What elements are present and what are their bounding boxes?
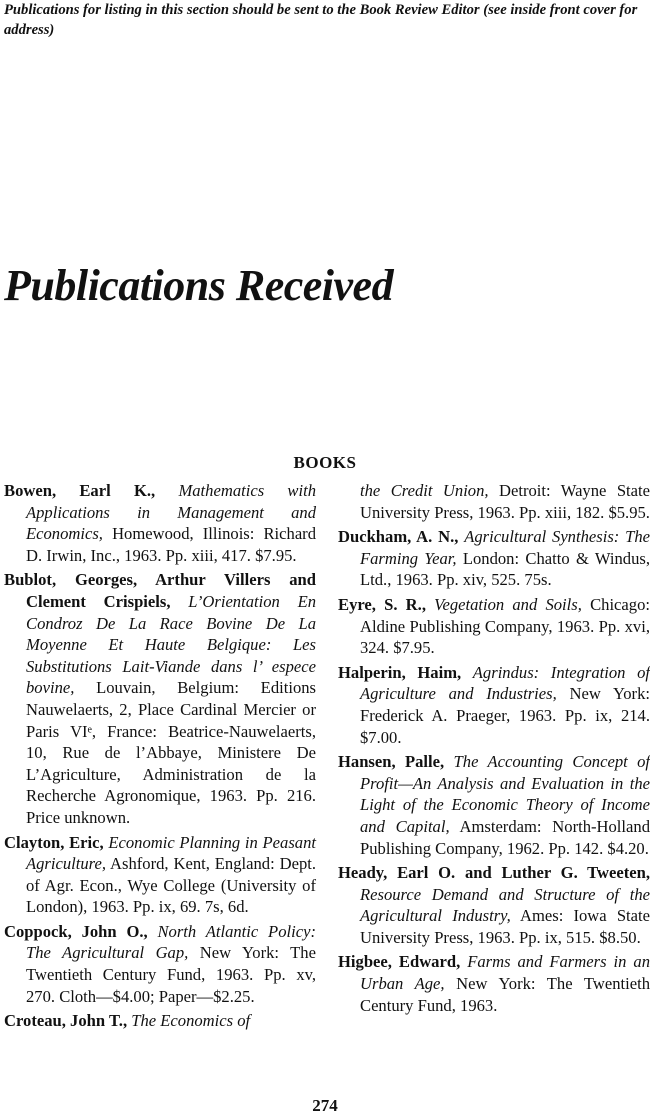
entry-details: London: Chatto & Windus, Ltd., 1963. Pp. xiv, 525. 75s.: [360, 548, 650, 590]
entry-details: Homewood, Illinois: Richard D. Irwin, Inc., 1963. Pp. xiii, 417. $7.95.: [26, 524, 317, 565]
left-column: [4, 480, 316, 1035]
entry-coppock: [4, 921, 316, 1007]
submission-note: Publications for listing in this section should be sent to the Book Review Editor (see inside front cover for address): [4, 2, 638, 38]
entry-title: The Accounting Concept of Profit—An Analysis and Evaluation in the Light of the Economic Theory of Income and Capital,: [360, 752, 650, 836]
entry-author: Duckham, A. N.,: [338, 527, 459, 547]
entry-title: Farms and Farmers in an Urban Age,: [360, 952, 650, 994]
entry-details: Ames: Iowa State University Press, 1963. Pp. ix, 515. $8.50.: [360, 906, 650, 947]
entry-eyre: [338, 594, 650, 659]
entry-title: Agrindus: Integration of Agriculture and Industries,: [360, 662, 650, 704]
entry-duckham: [338, 526, 650, 591]
entry-details: New York: Frederick A. Praeger, 1963. Pp. ix, 214. $7.00.: [360, 684, 650, 747]
entry-author: Coppock, John O.,: [4, 921, 148, 941]
page-number: 274: [312, 1096, 338, 1115]
entry-author: Bublot, Georges, Arthur Villers and Clement Crispiels,: [4, 570, 316, 611]
entry-croteau: [4, 1010, 316, 1032]
right-column: [338, 480, 650, 1019]
entry-title: the Credit Union,: [360, 481, 489, 500]
entry-details: Louvain, Belgium: Editions Nauwelaerts, 2, Place Cardinal Mercier or Paris VIᵉ, France: Beatrice-Nauwelaerts, 10, Rue de l’Abbaye, Ministere De L’Agriculture, Administration de la Recherche Agronomique, 1963. Pp. 216. Price unknown.: [26, 678, 317, 827]
entry-croteau-continued: [338, 480, 650, 523]
entry-title: North Atlantic Policy: The Agricultural Gap,: [26, 921, 316, 963]
entry-details: Amsterdam: North-Holland Publishing Company, 1962. Pp. 142. $4.20.: [360, 816, 650, 858]
entry-title: Vegetation and Soils,: [434, 594, 582, 614]
entry-author: Clayton, Eric,: [4, 832, 104, 852]
entry-author: Higbee, Edward,: [338, 952, 461, 972]
entry-details: Ashford, Kent, England: Dept. of Agr. Econ., Wye College (University of London), 1963. Pp. ix, 69. 7s, 6d.: [26, 854, 317, 917]
entry-title: L’Orientation En Condroz De La Race Bovine De La Moyenne Et Haute Belgique: Les Substitutions Lait-Viande dans l’ espece bovine,: [26, 591, 317, 698]
entry-heady: [338, 862, 650, 948]
entry-title: Economic Planning in Peasant Agriculture,: [26, 832, 316, 874]
entry-bowen: [4, 480, 316, 566]
entry-halperin: [338, 662, 650, 748]
entry-bublot: [4, 569, 316, 828]
entry-details: New York: The Twentieth Century Fund, 1963.: [360, 974, 650, 1015]
entry-author: Bowen, Earl K.,: [4, 481, 156, 500]
entry-author: Hansen, Palle,: [338, 752, 445, 772]
entry-details: Chicago: Aldine Publishing Company, 1963. Pp. xvi, 324. $7.95.: [360, 594, 650, 658]
entry-title: Mathematics with Applications in Management and Economics,: [26, 481, 317, 544]
entry-title: Resource Demand and Structure of the Agricultural Industry,: [360, 884, 650, 926]
entry-details: Detroit: Wayne State University Press, 1963. Pp. xiii, 182. $5.95.: [360, 481, 650, 522]
entry-details: New York: The Twentieth Century Fund, 1963. Pp. xv, 270. Cloth—$4.00; Paper—$2.25.: [26, 943, 316, 1006]
entry-author: Eyre, S. R.,: [338, 594, 426, 614]
entry-author: Croteau, John T.,: [4, 1011, 128, 1031]
section-heading: BOOKS: [293, 453, 357, 472]
entry-hansen: [338, 751, 650, 859]
entry-author: Halperin, Haim,: [338, 662, 462, 682]
entry-title: The Economics of: [131, 1011, 251, 1031]
page-title: Publications Received: [4, 261, 394, 310]
entry-author: Heady, Earl O. and Luther G. Tweeten,: [338, 863, 650, 883]
entry-title: Agricultural Synthesis: The Farming Year,: [360, 527, 650, 568]
entry-higbee: [338, 951, 650, 1016]
entry-clayton: [4, 832, 316, 918]
